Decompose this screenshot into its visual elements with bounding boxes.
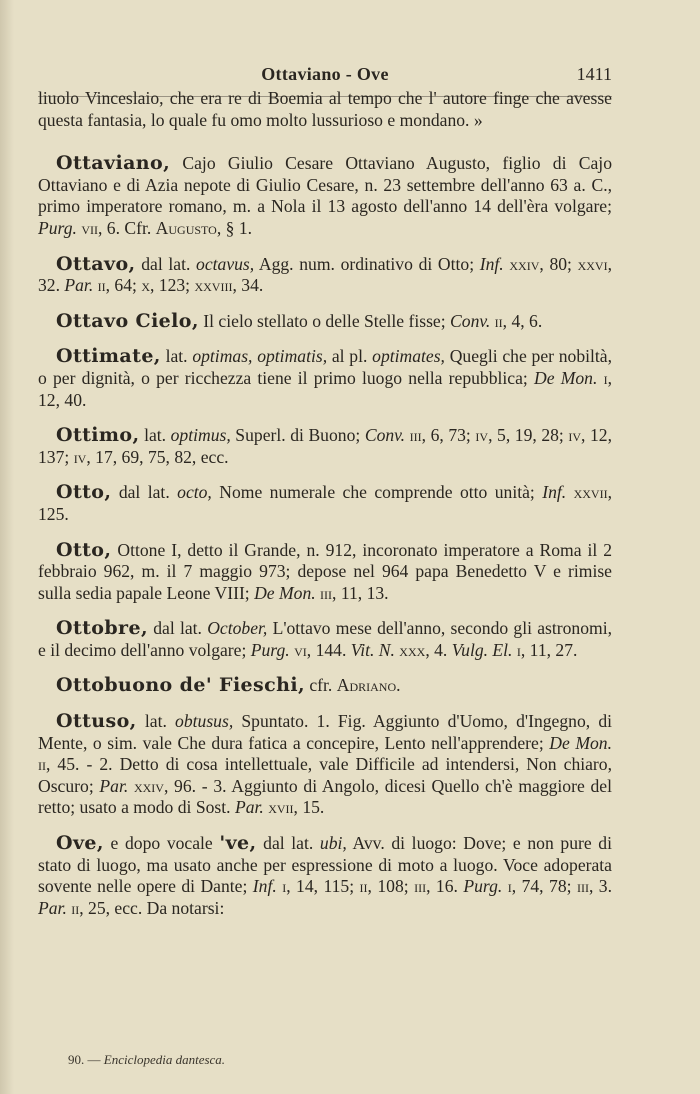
dictionary-entry bbox=[38, 425, 612, 468]
entry-text: , 25, ecc. Da notarsi: bbox=[79, 897, 225, 918]
headword: Ottavo Cielo, bbox=[56, 309, 199, 332]
italic-citation: optimus, bbox=[170, 425, 231, 446]
small-caps-text: xxvi bbox=[577, 253, 608, 274]
entry-text: cfr. bbox=[304, 675, 337, 696]
headword: Ottobre, bbox=[56, 617, 148, 640]
headword: 've, bbox=[219, 832, 257, 855]
entry-text: Cajo Giulio Cesare Ottaviano Augusto, figlio di Cajo Ottaviano e di Azia nepote di Giulio Cesare, n. 23 settembre dell'anno 63 a. C., primo imperatore romano, m. a Nola il 13 agosto dell'anno 14 dell'èra volgare; bbox=[38, 153, 612, 217]
entry-text: , 12, 40. bbox=[38, 367, 612, 410]
entry-text: , 12, 137; bbox=[38, 425, 612, 467]
small-caps-text: xxiv bbox=[128, 775, 164, 796]
small-caps-text: iii bbox=[315, 582, 333, 603]
italic-citation: Purg. bbox=[463, 876, 503, 897]
small-caps-text: iv bbox=[73, 446, 87, 467]
small-caps-text: ii bbox=[490, 310, 503, 331]
entry-text: , 11, 13. bbox=[332, 582, 389, 603]
small-caps-text: xxvii bbox=[566, 482, 608, 503]
dictionary-entry bbox=[38, 675, 612, 697]
italic-citation: Purg. bbox=[250, 639, 290, 660]
dictionary-entry bbox=[38, 346, 612, 411]
headword: Ottavo, bbox=[56, 252, 136, 275]
entry-text: . bbox=[396, 675, 401, 696]
small-caps-text: xxiv bbox=[503, 253, 540, 274]
headword: Ottimo, bbox=[56, 424, 140, 447]
entry-text: dal lat. bbox=[135, 253, 197, 274]
entry-text: Il cielo stellato o delle Stelle fisse; bbox=[198, 310, 451, 331]
entry-text: lat. bbox=[160, 346, 193, 367]
printer-signature bbox=[68, 1052, 225, 1068]
entry-text: , 123; bbox=[149, 275, 195, 296]
dictionary-entry bbox=[38, 540, 612, 605]
small-caps-text: i bbox=[597, 367, 608, 388]
entry-text: , 3. bbox=[588, 876, 612, 897]
italic-citation: optimates, bbox=[372, 346, 445, 367]
dictionary-entry bbox=[38, 711, 612, 819]
entry-text: , 34. bbox=[232, 275, 264, 296]
small-caps-text: iii bbox=[414, 876, 427, 897]
small-caps-text: ii bbox=[66, 897, 80, 918]
entry-text: dal lat. bbox=[256, 833, 320, 854]
entry-text: , 6. Cfr. bbox=[98, 217, 156, 238]
headword: Ottuso, bbox=[56, 710, 137, 733]
entry-text: e dopo vocale bbox=[103, 833, 220, 854]
italic-citation: obtusus, bbox=[175, 711, 234, 732]
dictionary-entry bbox=[38, 153, 612, 239]
small-caps-text: iii bbox=[576, 876, 589, 897]
entry-text: Quegli che per nobiltà, o per dignità, o per ricchezza tiene il primo luogo nella repubblica; bbox=[38, 346, 613, 388]
entry-text: al pl. bbox=[327, 346, 373, 367]
small-caps-text: Adriano bbox=[336, 675, 397, 696]
entry-text: , 74, 78; bbox=[511, 876, 577, 897]
entry-text: liuolo Vinceslaio, che era re di Boemia al tempo che l' autore finge che avesse questa fantasia, lo quale fu omo molto lussurioso e mondano. » bbox=[38, 88, 612, 130]
italic-citation: De Mon. bbox=[254, 582, 316, 603]
italic-citation: Conv. bbox=[364, 425, 406, 446]
entry-text: Agg. num. ordinativo di Otto; bbox=[254, 253, 480, 274]
headword: Ottimate, bbox=[56, 345, 161, 368]
italic-citation: Vulg. El. bbox=[451, 639, 513, 660]
entry-text: , 15. bbox=[293, 797, 325, 818]
small-caps-text: vi bbox=[289, 639, 307, 660]
entry-text: , 14, 115; bbox=[286, 876, 360, 897]
entry-text: lat. bbox=[136, 711, 176, 732]
entry-text: Nome numerale che comprende otto unità; bbox=[211, 482, 543, 503]
italic-citation: October, bbox=[207, 618, 268, 639]
entry-text: Superl. di Buono; bbox=[230, 425, 365, 446]
italic-citation: De Mon. bbox=[534, 367, 598, 388]
entry-text: , 96. - 3. Aggiunto di Angolo, dicesi Quello ch'è maggiore del retto; usato a modo di Sost. bbox=[38, 775, 612, 818]
entry-text: , § 1. bbox=[216, 217, 253, 238]
entry-text: , 6, 73; bbox=[421, 425, 476, 446]
headword: Otto, bbox=[56, 481, 112, 504]
page-number: 1411 bbox=[576, 64, 612, 84]
small-caps-text: xxviii bbox=[194, 275, 233, 296]
running-title: Ottaviano - Ove bbox=[261, 64, 389, 84]
small-caps-text: iv bbox=[568, 425, 582, 446]
entry-text: , 45. - 2. Detto di cosa intellettuale, vale Difficile ad intendersi, Non chiaro, Oscuro; bbox=[38, 754, 612, 796]
italic-citation: Inf. bbox=[252, 876, 277, 897]
entry-text: dal lat. bbox=[147, 618, 208, 639]
dictionary-entry bbox=[38, 254, 612, 297]
italic-citation: Par. bbox=[38, 897, 67, 918]
italic-citation: Vit. N. bbox=[350, 639, 395, 660]
italic-citation: Inf. bbox=[479, 253, 504, 274]
italic-citation: Par. bbox=[234, 797, 264, 818]
headword: Ottaviano, bbox=[56, 152, 171, 175]
entry-text: lat. bbox=[139, 425, 171, 446]
signature-number: 90. — bbox=[68, 1052, 101, 1067]
signature-title: Enciclopedia dantesca. bbox=[103, 1052, 226, 1067]
entry-text: , 5, 19, 28; bbox=[488, 425, 569, 446]
italic-citation: De Mon. bbox=[549, 732, 613, 753]
dictionary-entry bbox=[38, 833, 612, 919]
italic-citation: Conv. bbox=[450, 310, 491, 331]
small-caps-text: i bbox=[276, 876, 287, 897]
entry-text: , 17, 69, 75, 82, ecc. bbox=[86, 446, 229, 467]
headword: Ove, bbox=[56, 832, 104, 855]
italic-citation: Inf. bbox=[542, 482, 567, 503]
headword: Otto, bbox=[56, 538, 112, 561]
entry-text: dal lat. bbox=[111, 482, 178, 503]
entry-text: Avv. di luogo: Dove; e non pure di stato di luogo, ma usato anche per espressione di moto a luogo. Voce adoperata sovente nelle opere di Dante; bbox=[38, 833, 612, 897]
entry-text: , 32. bbox=[38, 253, 612, 296]
page-edge-shadow bbox=[0, 0, 14, 1094]
entry-text: , 80; bbox=[539, 253, 578, 274]
small-caps-text: x bbox=[141, 275, 150, 296]
entry-text: , 4. bbox=[425, 639, 452, 660]
dictionary-entry bbox=[38, 311, 612, 333]
small-caps-text: ii bbox=[93, 275, 106, 296]
small-caps-text: vii bbox=[76, 217, 98, 238]
small-caps-text: xvii bbox=[263, 797, 294, 818]
italic-citation: Par. bbox=[64, 275, 94, 296]
italic-citation: Par. bbox=[99, 775, 129, 796]
entry-text: Spuntato. 1. Fig. Aggiunto d'Uomo, d'Ingegno, di Mente, o sim. vale Che dura fatica a concepire, Lento nell'apprendere; bbox=[38, 711, 613, 753]
italic-citation: octavus, bbox=[196, 253, 255, 274]
small-caps-text: Augusto bbox=[155, 217, 217, 238]
italic-citation: octo, bbox=[177, 482, 212, 503]
small-caps-text: iv bbox=[475, 425, 489, 446]
small-caps-text: iii bbox=[405, 425, 422, 446]
entry-text: , 144. bbox=[306, 639, 351, 660]
continued-entry bbox=[38, 88, 612, 131]
italic-citation: ubi, bbox=[319, 833, 347, 854]
entry-text: , 16. bbox=[426, 876, 464, 897]
entry-text: Ottone I, detto il Grande, n. 912, incoronato imperatore a Roma il 2 febbraio 962, m. il 7 maggio 973; depose nel 964 papa Benedetto V e rimise sulla sedia papale Leone VIII; bbox=[38, 539, 612, 603]
dictionary-entry bbox=[38, 482, 612, 525]
small-caps-text: ii bbox=[38, 754, 46, 775]
italic-citation: Purg. bbox=[38, 217, 77, 238]
dictionary-entry bbox=[38, 618, 612, 661]
small-caps-text: ii bbox=[359, 876, 368, 897]
italic-citation: optimas, optimatis, bbox=[192, 346, 328, 367]
small-caps-text: i bbox=[512, 639, 521, 660]
small-caps-text: xxx bbox=[394, 639, 426, 660]
headword: Ottobuono de' Fieschi, bbox=[56, 674, 305, 697]
entry-text: , 11, 27. bbox=[520, 639, 578, 660]
entry-text: , 125. bbox=[38, 482, 613, 524]
entry-text: , 108; bbox=[367, 876, 415, 897]
entry-text: , 4, 6. bbox=[502, 310, 543, 331]
dictionary-body bbox=[38, 88, 612, 933]
entry-text: , 64; bbox=[105, 275, 142, 296]
entry-text: L'ottavo mese dell'anno, secondo gli astronomi, e il decimo dell'anno volgare; bbox=[38, 618, 612, 660]
small-caps-text: i bbox=[502, 876, 512, 897]
